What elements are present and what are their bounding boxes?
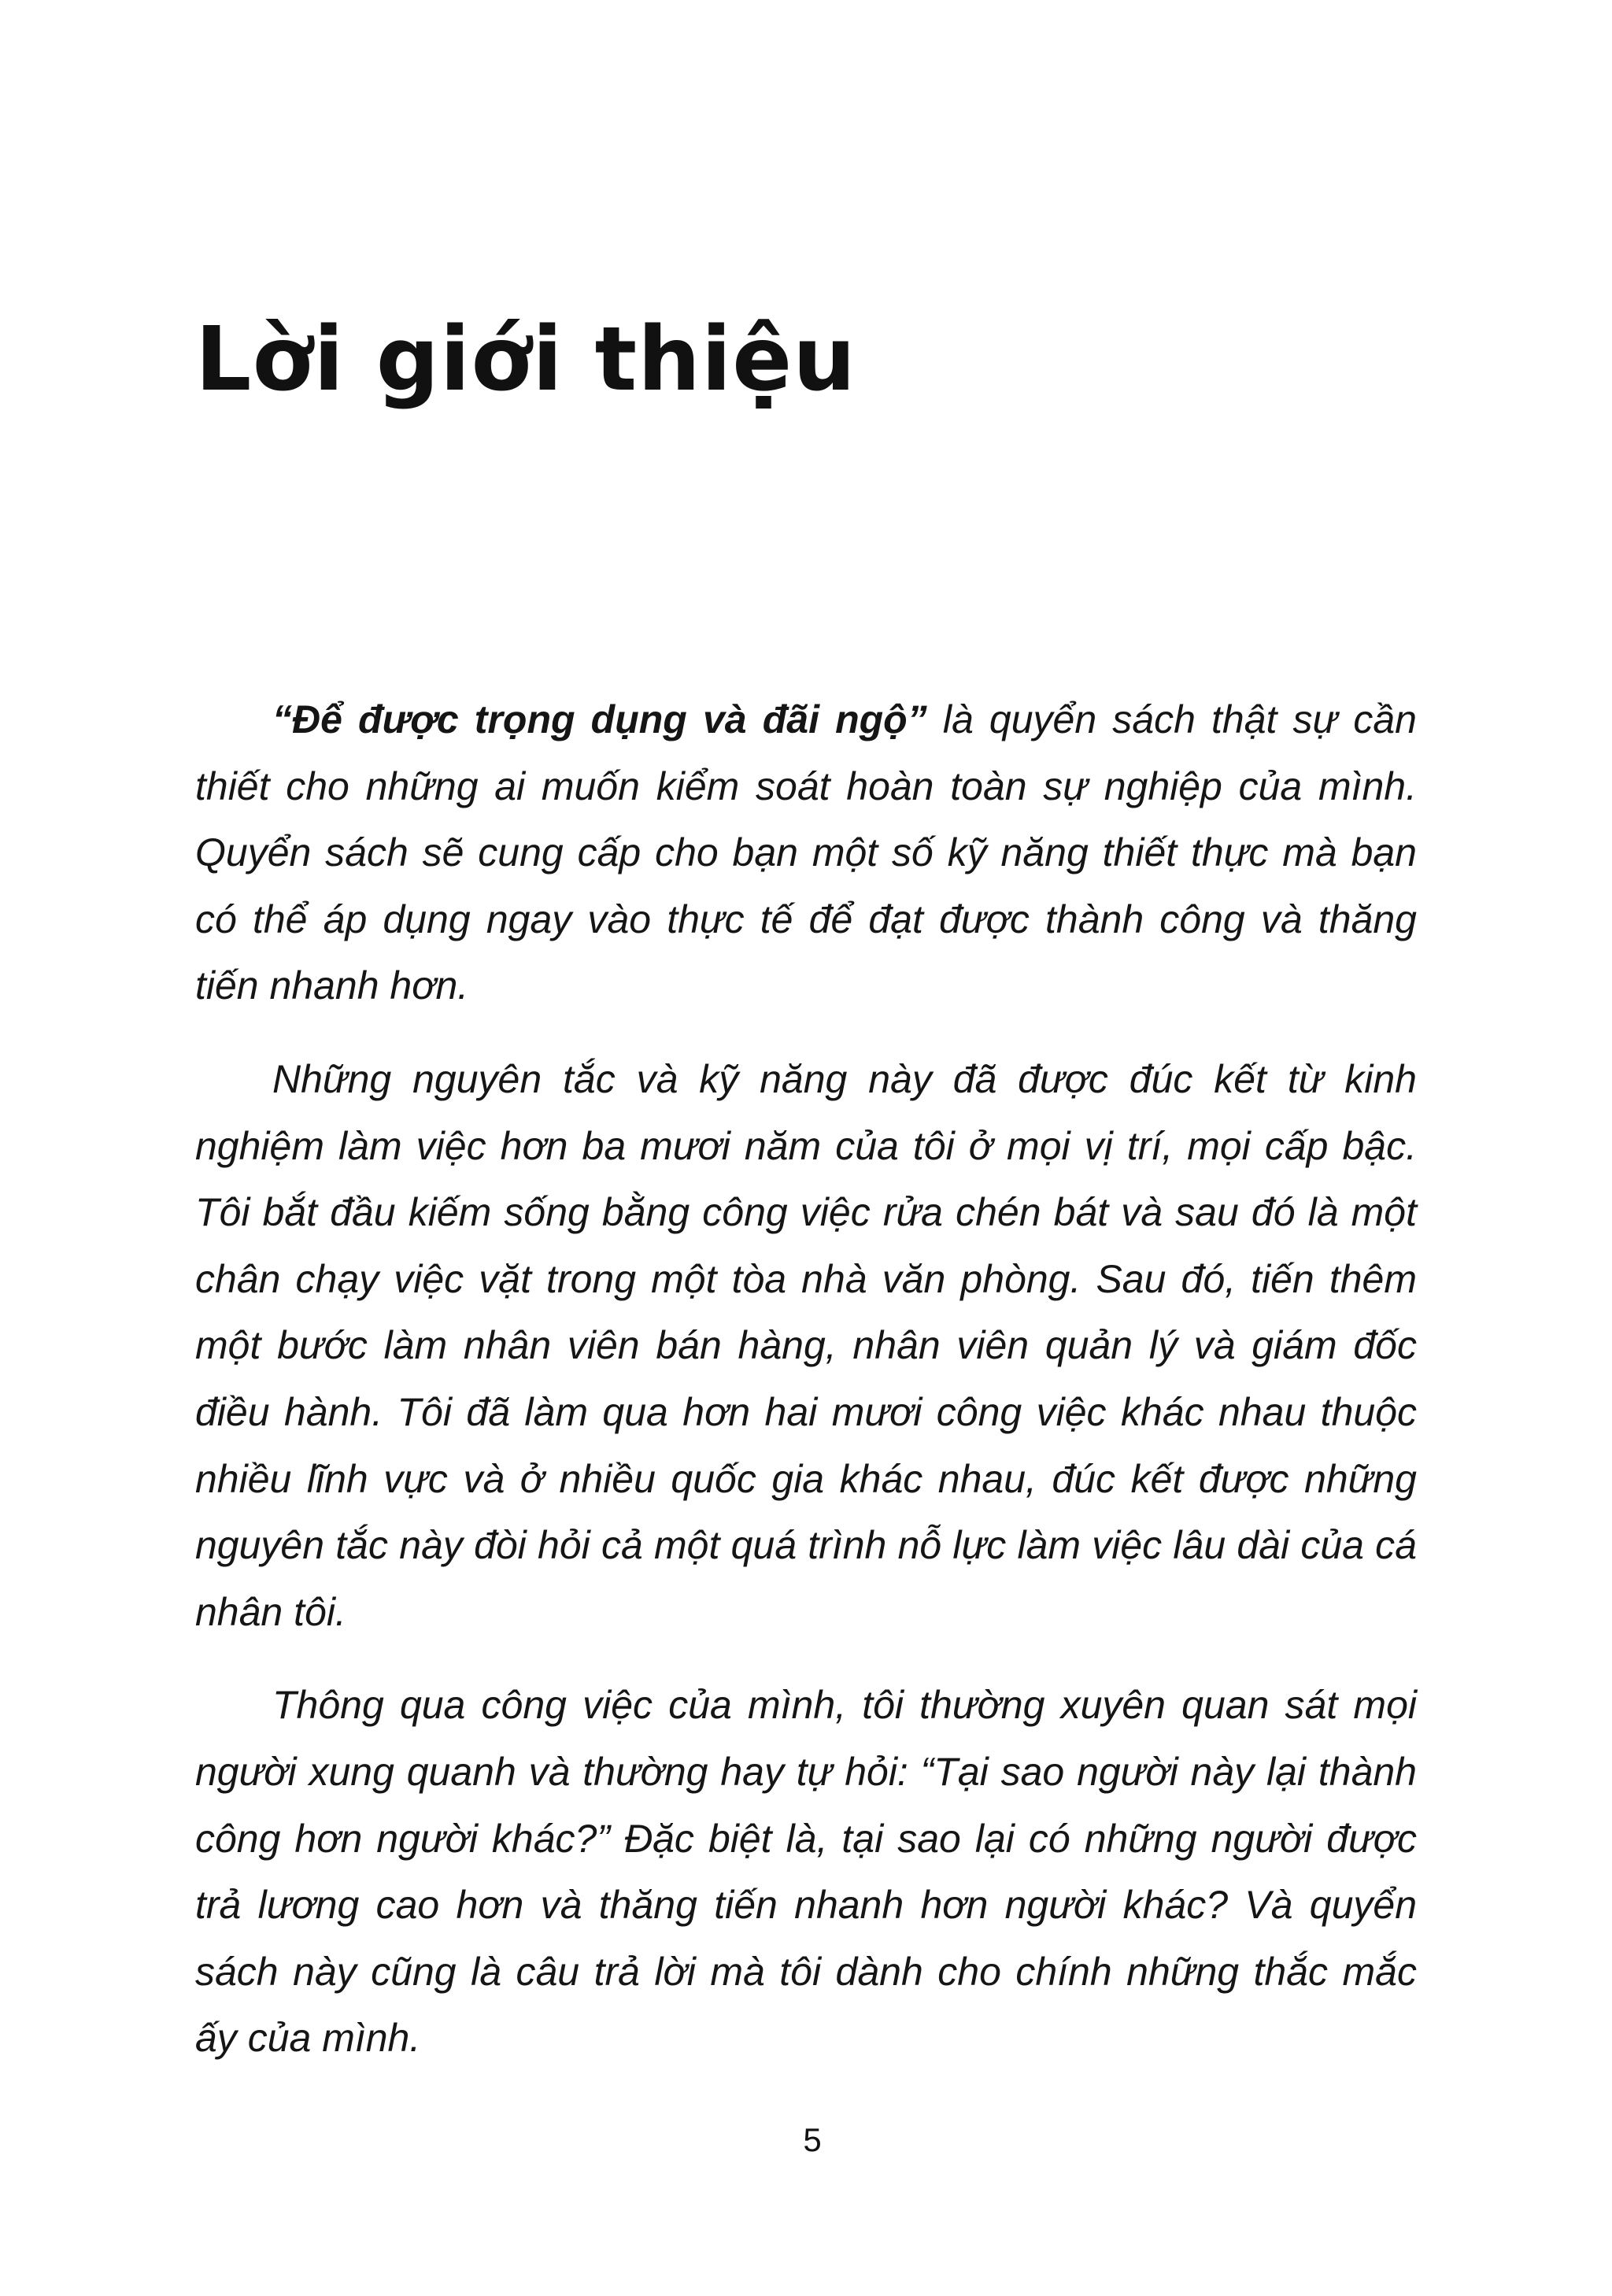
chapter-title: Lời giới thiệu (195, 309, 856, 411)
paragraph-experience: Những nguyên tắc và kỹ năng này đã được đúc kết từ kinh nghiệm làm việc hơn ba mươi năm của tôi ở mọi vị trí, mọi cấp bậc. Tôi bắt đầu kiếm sống bằng công việc rửa chén bát và sau đó là một chân chạy việc vặt trong một tòa nhà văn phòng. Sau đó, tiến thêm một bước làm nhân viên bán hàng, nhân viên quản lý và giám đốc điều hành. Tôi đã làm qua hơn hai mươi công việc khác nhau thuộc nhiều lĩnh vực và ở nhiều quốc gia khác nhau, đúc kết được những nguyên tắc này đòi hỏi cả một quá trình nỗ lực làm việc lâu dài của cá nhân tôi. (195, 1056, 1417, 1634)
paragraph-intro-text: là quyển sách thật sự cần thiết cho những ai muốn kiểm soát hoàn toàn sự nghiệp của mình. Quyển sách sẽ cung cấp cho bạn một số kỹ năng thiết thực mà bạn có thể áp dụng ngay vào thực tế để đạt được thành công và thăng tiến nhanh hơn. (195, 697, 1417, 1008)
page-number: 5 (803, 2121, 822, 2158)
book-title: “Để được trọng dụng và đãi ngộ” (272, 697, 927, 741)
paragraph-observation: Thông qua công việc của mình, tôi thường xuyên quan sát mọi người xung quanh và thường hay tự hỏi: “Tại sao người này lại thành công hơn người khác?” Đặc biệt là, tại sao lại có những người được trả lương cao hơn và thăng tiến nhanh hơn người khác? Và quyển sách này cũng là câu trả lời mà tôi dành cho chính những thắc mắc ấy của mình. (195, 1683, 1417, 2061)
body-text (195, 686, 1417, 2098)
paragraph-intro (195, 686, 1417, 1019)
